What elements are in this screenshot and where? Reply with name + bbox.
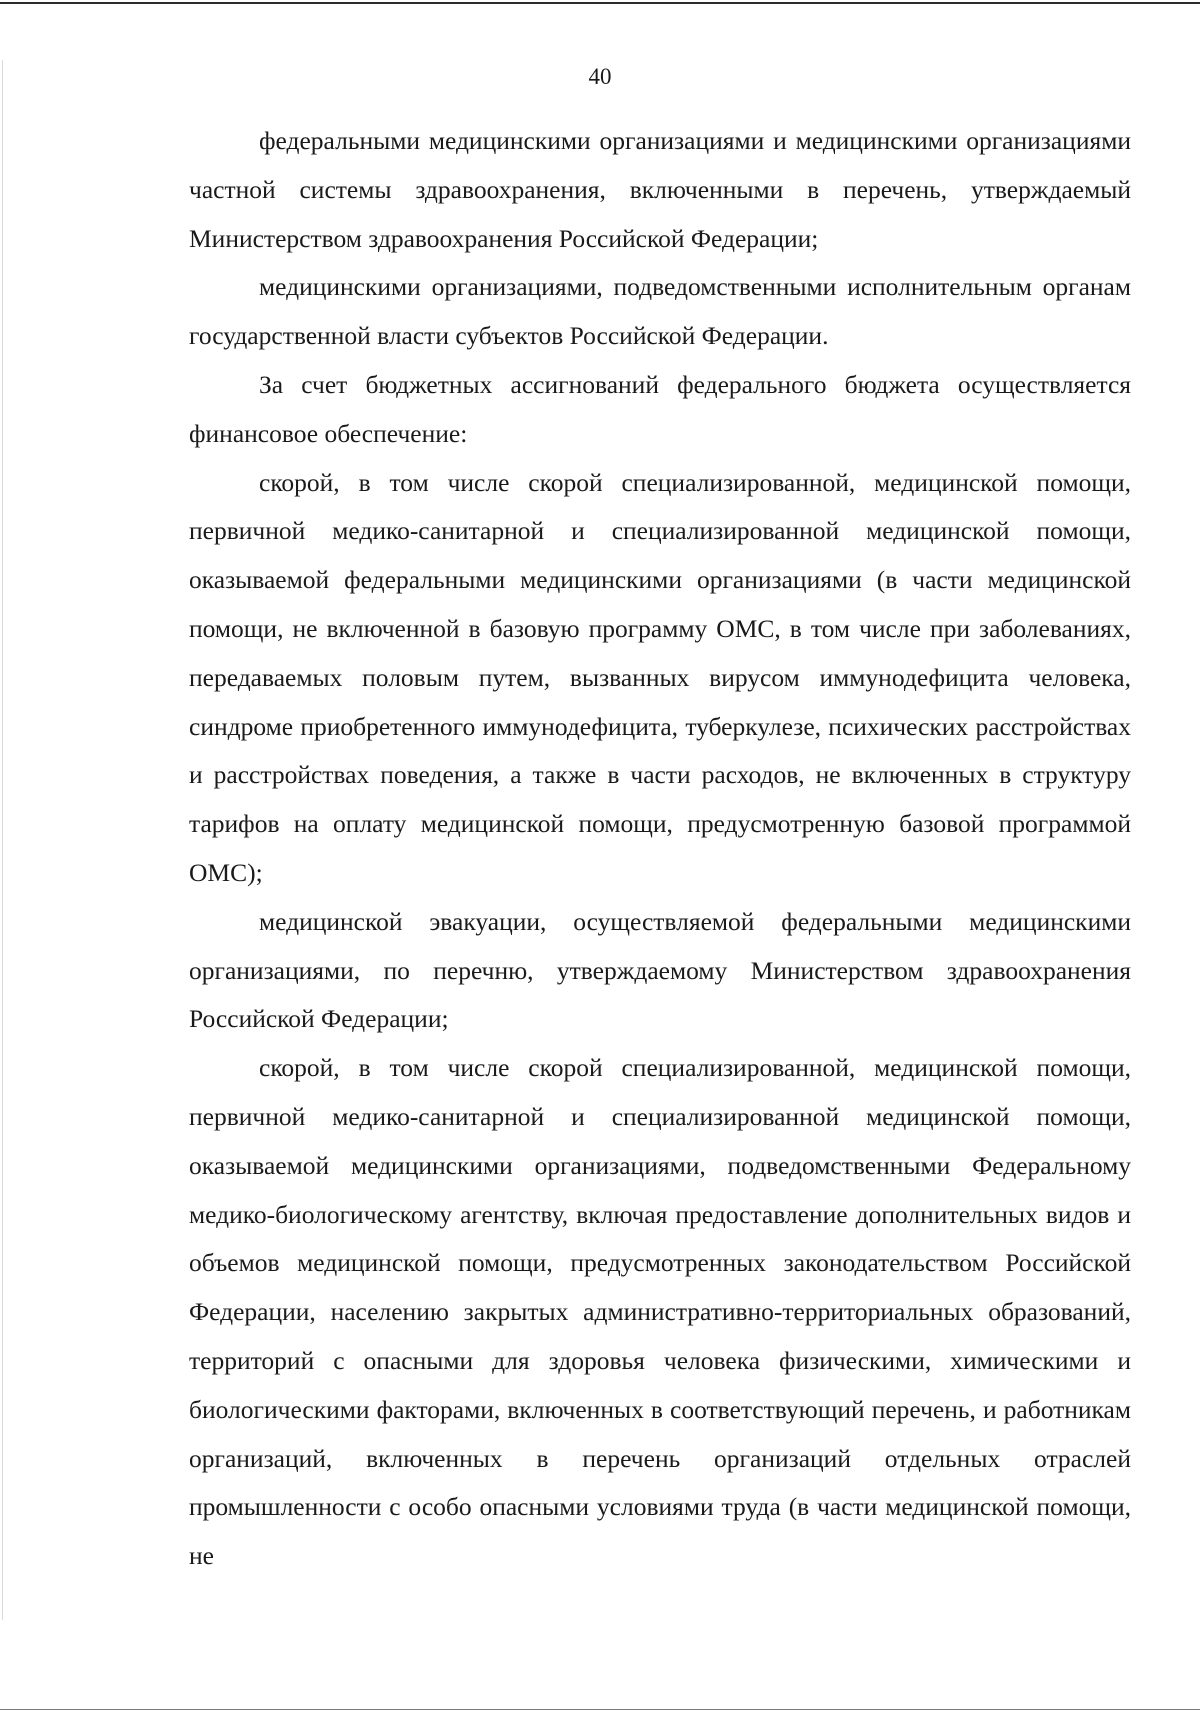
scan-border-bottom <box>0 1709 1200 1710</box>
paragraph-emergency-care-federal: скорой, в том числе скорой специализированной, медицинской помощи, первичной медико-санитарной и специализированной медицинской помощи, оказываемой федеральными медицинскими организациями (в части медицинской помощи, не включенной в базовую программу ОМС, в том числе при заболеваниях, передаваемых половым путем, вызванных вирусом иммунодефицита человека, синдроме приобретенного иммунодефицита, туберкулезе, психических расстройствах и расстройствах поведения, а также в части расходов, не включенных в структуру тарифов на оплату медицинской помощи, предусмотренную базовой программой ОМС); <box>189 467 1131 887</box>
page-number: 40 <box>588 64 612 89</box>
paragraph-federal-budget-intro: За счет бюджетных ассигнований федерального бюджета осуществляется финансовое обеспечение: <box>189 369 1131 448</box>
scan-border-top <box>0 2 1200 4</box>
paragraph-emergency-care-fmba: скорой, в том числе скорой специализированной, медицинской помощи, первичной медико-санитарной и специализированной медицинской помощи, оказываемой медицинскими организациями, подведомственными Федеральному медико-биологическому агентству, включая предоставление дополнительных видов и объемов медицинской помощи, предусмотренных законодательством Российской Федерации, населению закрытых административно-территориальных образований, территорий с опасными для здоровья человека физическими, химическими и биологическими факторами, включенных в соответствующий перечень, и работникам организаций, включенных в перечень организаций отдельных отраслей промышленности с особо опасными условиями труда (в части медицинской помощи, не <box>189 1053 1131 1571</box>
paragraph-medical-evacuation: медицинской эвакуации, осуществляемой федеральными медицинскими организациями, по перечню, утверждаемому Министерством здравоохранения Российской Федерации; <box>189 906 1131 1034</box>
scan-edge-left <box>2 60 3 1620</box>
paragraph-subject-organizations: медицинскими организациями, подведомственными исполнительным органам государственной власти субъектов Российской Федерации. <box>189 272 1131 351</box>
paragraph-federal-organizations: федеральными медицинскими организациями и медицинскими организациями частной системы здравоохранения, включенными в перечень, утверждаемый Министерством здравоохранения Российской Федерации; <box>189 126 1131 253</box>
document-body <box>189 117 1131 1581</box>
